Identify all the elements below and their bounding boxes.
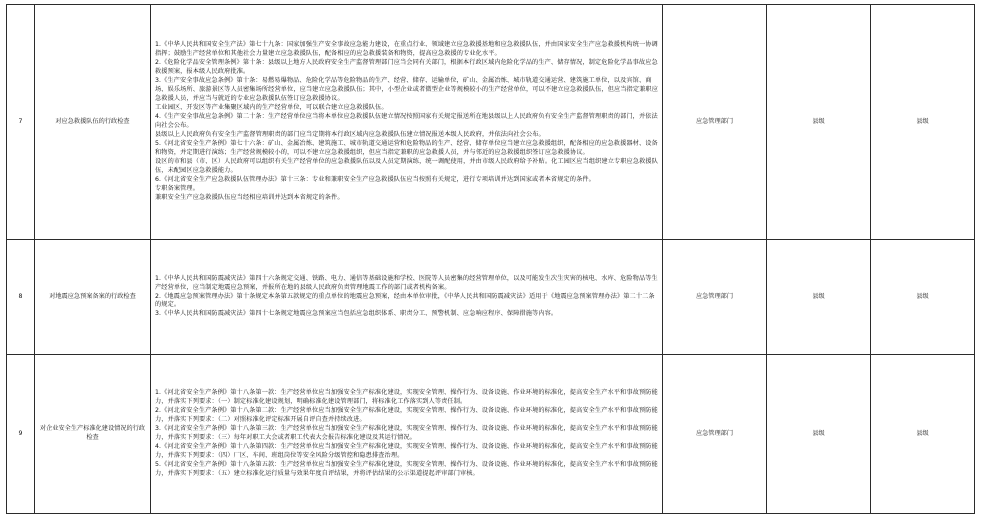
- basis-line: 3.《中华人民共和国防震减灾法》第四十七条规定地震应急预案应当包括应急组织体系、职责分工、预警机制、应急响应程序、保障措施等内容。: [155, 310, 558, 318]
- row-number: 8: [7, 240, 35, 355]
- basis-line: 设区的市和县（市、区）人民政府可以组织有关生产经营单位的应急救援队伍以及人员定期演练，统一调配使用，并由市级人民政府给予补贴。化工园区应当组织建立专职应急救援队伍，未配园区应急救援能力。: [155, 157, 658, 174]
- basis-line: 3.《生产安全事故应急条例》第十条：易燃易爆物品、危险化学品等危险物品的生产、经营、储存、运输单位，矿山、金属冶炼、城市轨道交通运营、建筑施工单位，以及宾馆、商场、娱乐场所、旅游景区等人员密集场所经营单位，应当建立应急救援队伍；其中，小型企业或者微型企业等规模较小的生产经营单位，可以不建立应急救援队伍，但应当指定兼职应急救援人员，并应当与就近的专业应急救援队伍签订应急救援协议。: [155, 77, 658, 103]
- basis-line: 兼职安全生产应急救援队伍应当经相应培训并达到本省规定的条件。: [155, 193, 344, 201]
- basis-line: 5.《河北省安全生产条例》第十八条第五款：生产经营单位应当加强安全生产标准化建设，实现安全管理、操作行为、设备设施、作业环境的标准化，提高安全生产水平和事故预防能力，并落实下列要求：（五）建立标准化运行质量与效果年度自评结果，并将评估结果的公示渠道提起评审部门审核。: [155, 460, 658, 477]
- row-level-one: 县级: [767, 355, 871, 514]
- table-row: [7, 240, 975, 355]
- basis-line: 2.《危险化学品安全管理条例》第十条：县级以上地方人民政府安全生产监督管理部门应当会同有关部门，根据本行政区域内危险化学品的生产、储存情况，制定危险化学品事故应急救援预案，报本级人民政府批准。: [155, 59, 658, 76]
- basis-line: 5.《河北省安全生产条例》第七十六条：矿山、金属冶炼、建筑施工、城市轨道交通运营和危险物品的生产、经营、储存单位应当建立应急救援组织，配备相应的应急救援器材、设备和物资，并定期进行演练；生产经营规模较小的，可以不建立应急救援组织，但应当指定兼职的应急救援人员，并与邻近的应急救援组织签订应急救援协议。: [155, 139, 658, 156]
- row-item-name: 对应急救援队伍的行政检查: [35, 5, 151, 240]
- row-authority: 应急管理部门: [663, 240, 767, 355]
- basis-line: 3.《河北省安全生产条例》第十八条第三款：生产经营单位应当加强安全生产标准化建设，实现安全管理、操作行为、设备设施、作业环境的标准化，提高安全生产水平和事故预防能力，并落实下列要求：（三）每年对职工大会或者职工代表大会报告标准化建设及其运行情况。: [155, 425, 658, 441]
- row-legal-basis: [151, 240, 663, 355]
- row-authority: 应急管理部门: [663, 5, 767, 240]
- basis-line: 县级以上人民政府负有安全生产监督管理职责的部门应当定期将本行政区域内应急救援队伍建立情况报送本级人民政府，并依法向社会公布。: [155, 130, 545, 138]
- basis-line: 2.《地震应急预案管理办法》第十条规定本条第五款规定的重点单位的地震应急预案，经由本单位审批，《中华人民共和国防震减灾法》适用于《地震应急预案管理办法》第二十二条的规定。: [155, 292, 655, 309]
- basis-line: 4.《生产安全事故应急条例》第二十条：生产经营单位应当将本单位应急救援队伍建立情况按照国家有关规定报送所在地县级以上人民政府负有安全生产监督管理职责的部门，并依法向社会公布。: [155, 113, 658, 129]
- row-level-two: 县级: [871, 355, 975, 514]
- basis-line: 1.《中华人民共和国防震减灾法》第四十六条规定交通、铁路、电力、通信等基础设施和学校、医院等人员密集的经营管理单位，以及可能发生次生灾害的核电、水库、危险物品等生产经营单位，应当制定地震应急预案，并报所在地的县级人民政府负责管理地震工作的部门或者机构备案。: [155, 274, 658, 291]
- basis-line: 专职备案管理。: [155, 184, 200, 192]
- basis-line: 1.《河北省安全生产条例》第十八条第一款：生产经营单位应当加强安全生产标准化建设，实现安全管理、操作行为、设备设施、作业环境的标准化，提高安全生产水平和事故预防能力，并落实下列要求：（一）制定标准化建设规划，明确标准化建设管理部门，将标准化工作落实到人等责任制。: [155, 389, 658, 406]
- row-level-one: 县级: [767, 5, 871, 240]
- row-authority: 应急管理部门: [663, 355, 767, 514]
- row-item-name: 对企业安全生产标准化建设情况的行政检查: [35, 355, 151, 514]
- row-number: 9: [7, 355, 35, 514]
- row-level-two: 县级: [871, 240, 975, 355]
- basis-line: 工业园区、开发区等产业集聚区域内的生产经营单位，可以联合建立应急救援队伍。: [155, 104, 388, 112]
- basis-line: 1.《中华人民共和国安全生产法》第七十九条：国家加强生产安全事故应急能力建设，在重点行业、领域建立应急救援基地和应急救援队伍，并由国家安全生产应急救援机构统一协调指挥；鼓励生产经营单位和其他社会力量建立应急救援队伍，配备相应的应急救援装备和物资，提高应急救援的专业化水平。: [155, 41, 658, 58]
- table-row: [7, 355, 975, 514]
- regulatory-checklist-table: [6, 4, 975, 514]
- row-legal-basis: [151, 355, 663, 514]
- table-row: [7, 5, 975, 240]
- basis-line: 6.《河北省安全生产应急救援队伍管理办法》第十三条：专业和兼职安全生产应急救援队伍应当按照有关规定，进行专项培训并达到国家或者本省规定的条件。: [155, 175, 595, 183]
- row-legal-basis: [151, 5, 663, 240]
- row-level-one: 县级: [767, 240, 871, 355]
- basis-line: 2.《河北省安全生产条例》第十八条第二款：生产经营单位应当加强安全生产标准化建设，实现安全管理、操作行为、设备设施、作业环境的标准化，提高安全生产水平和事故预防能力，并落实下列要求：（二）对照标准化评定标准开展自评自查并持续改进。: [155, 407, 658, 424]
- row-item-name: 对地震应急预案备案的行政检查: [35, 240, 151, 355]
- row-level-two: 县级: [871, 5, 975, 240]
- basis-line: 4.《河北省安全生产条例》第十八条第四款：生产经营单位应当加强安全生产标准化建设，实现安全管理、操作行为、设备设施、作业环境的标准化，提高安全生产水平和事故预防能力，并落实下列要求：（四）厂区、车间、班组岗位等安全风险分级管控和隐患排查治理。: [155, 442, 658, 459]
- row-number: 7: [7, 5, 35, 240]
